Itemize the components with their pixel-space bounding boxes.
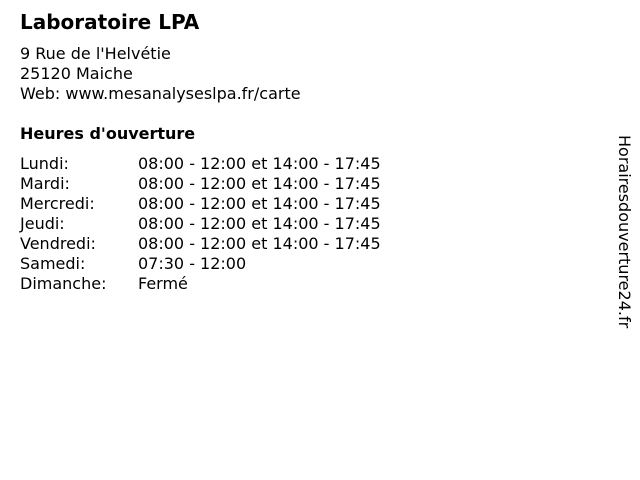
hours-value: 07:30 - 12:00	[138, 254, 247, 273]
side-brand-text: Horairesdouverture24.fr	[615, 135, 634, 329]
day-label: Dimanche:	[20, 274, 107, 293]
hours-row-sunday	[20, 274, 381, 294]
day-label: Mercredi:	[20, 194, 95, 213]
hours-value: 08:00 - 12:00 et 14:00 - 17:45	[138, 194, 381, 213]
hours-value: 08:00 - 12:00 et 14:00 - 17:45	[138, 214, 381, 233]
day-label: Mardi:	[20, 174, 70, 193]
address-street: 9 Rue de l'Helvétie	[20, 44, 171, 63]
address-city: 25120 Maiche	[20, 64, 133, 83]
day-label: Samedi:	[20, 254, 86, 273]
day-label: Vendredi:	[20, 234, 96, 253]
hours-row-saturday	[20, 254, 381, 274]
hours-row-wednesday	[20, 194, 381, 214]
hours-row-monday	[20, 154, 381, 174]
hours-heading: Heures d'ouverture	[20, 124, 196, 143]
hours-row-tuesday	[20, 174, 381, 194]
hours-value: 08:00 - 12:00 et 14:00 - 17:45	[138, 174, 381, 193]
day-label: Jeudi:	[20, 214, 65, 233]
website-link[interactable]: Web: www.mesanalyseslpa.fr/carte	[20, 84, 301, 103]
hours-table	[20, 154, 381, 294]
day-label: Lundi:	[20, 154, 69, 173]
hours-value: Fermé	[138, 274, 188, 293]
business-address	[20, 44, 301, 104]
business-name: Laboratoire LPA	[20, 10, 200, 34]
hours-row-friday	[20, 234, 381, 254]
hours-row-thursday	[20, 214, 381, 234]
hours-value: 08:00 - 12:00 et 14:00 - 17:45	[138, 234, 381, 253]
hours-value: 08:00 - 12:00 et 14:00 - 17:45	[138, 154, 381, 173]
side-brand-watermark	[612, 135, 632, 345]
